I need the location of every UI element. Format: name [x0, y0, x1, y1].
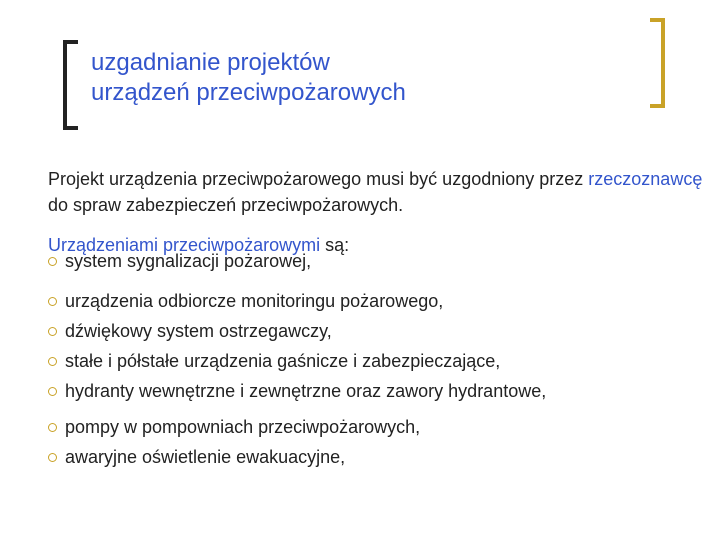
list-item [48, 414, 420, 440]
list-item-text: awaryjne oświetlenie ewakuacyjne, [65, 447, 346, 467]
bullet-circle-icon [48, 453, 57, 462]
title-line-2: urządzeń przeciwpożarowych [91, 79, 406, 106]
bullet-circle-icon [48, 297, 57, 306]
bullet-circle-icon [48, 357, 57, 366]
right-bracket-icon [648, 18, 666, 108]
bullet-circle-icon [48, 387, 57, 396]
list-item [48, 378, 546, 404]
list-item-text: stałe i półstałe urządzenia gaśnicze i zabezpieczające, [65, 351, 501, 371]
intro-text-2: do spraw zabezpieczeń przeciwpożarowych. [48, 195, 404, 215]
title-line-1: uzgadnianie projektów [91, 49, 330, 76]
bullet-circle-icon [48, 257, 57, 266]
list-heading-highlight: Urządzeniami przeciwpożarowymi [48, 235, 321, 255]
bullet-circle-icon [48, 423, 57, 432]
list-item-text: dźwiękowy system ostrzegawczy, [65, 321, 332, 341]
list-heading-rest: są: [320, 235, 350, 255]
list-item-text: hydranty wewnętrzne i zewnętrzne oraz zawory hydrantowe, [65, 381, 547, 401]
left-bracket-icon [62, 40, 80, 130]
list-item [48, 444, 345, 470]
list-item-text: system sygnalizacji pożarowej, [65, 251, 312, 271]
list-item [48, 248, 311, 274]
intro-paragraph [48, 166, 708, 218]
bullet-circle-icon [48, 327, 57, 336]
list-item-text: urządzenia odbiorcze monitoringu pożarowego, [65, 291, 444, 311]
list-item [48, 318, 332, 344]
intro-highlight: rzeczoznawcę [588, 169, 703, 189]
list-item-text: pompy w pompowniach przeciwpożarowych, [65, 417, 421, 437]
slide-title [91, 48, 631, 108]
intro-text-1: Projekt urządzenia przeciwpożarowego musi być uzgodniony przez [48, 169, 589, 189]
list-item [48, 348, 500, 374]
list-item [48, 288, 443, 314]
